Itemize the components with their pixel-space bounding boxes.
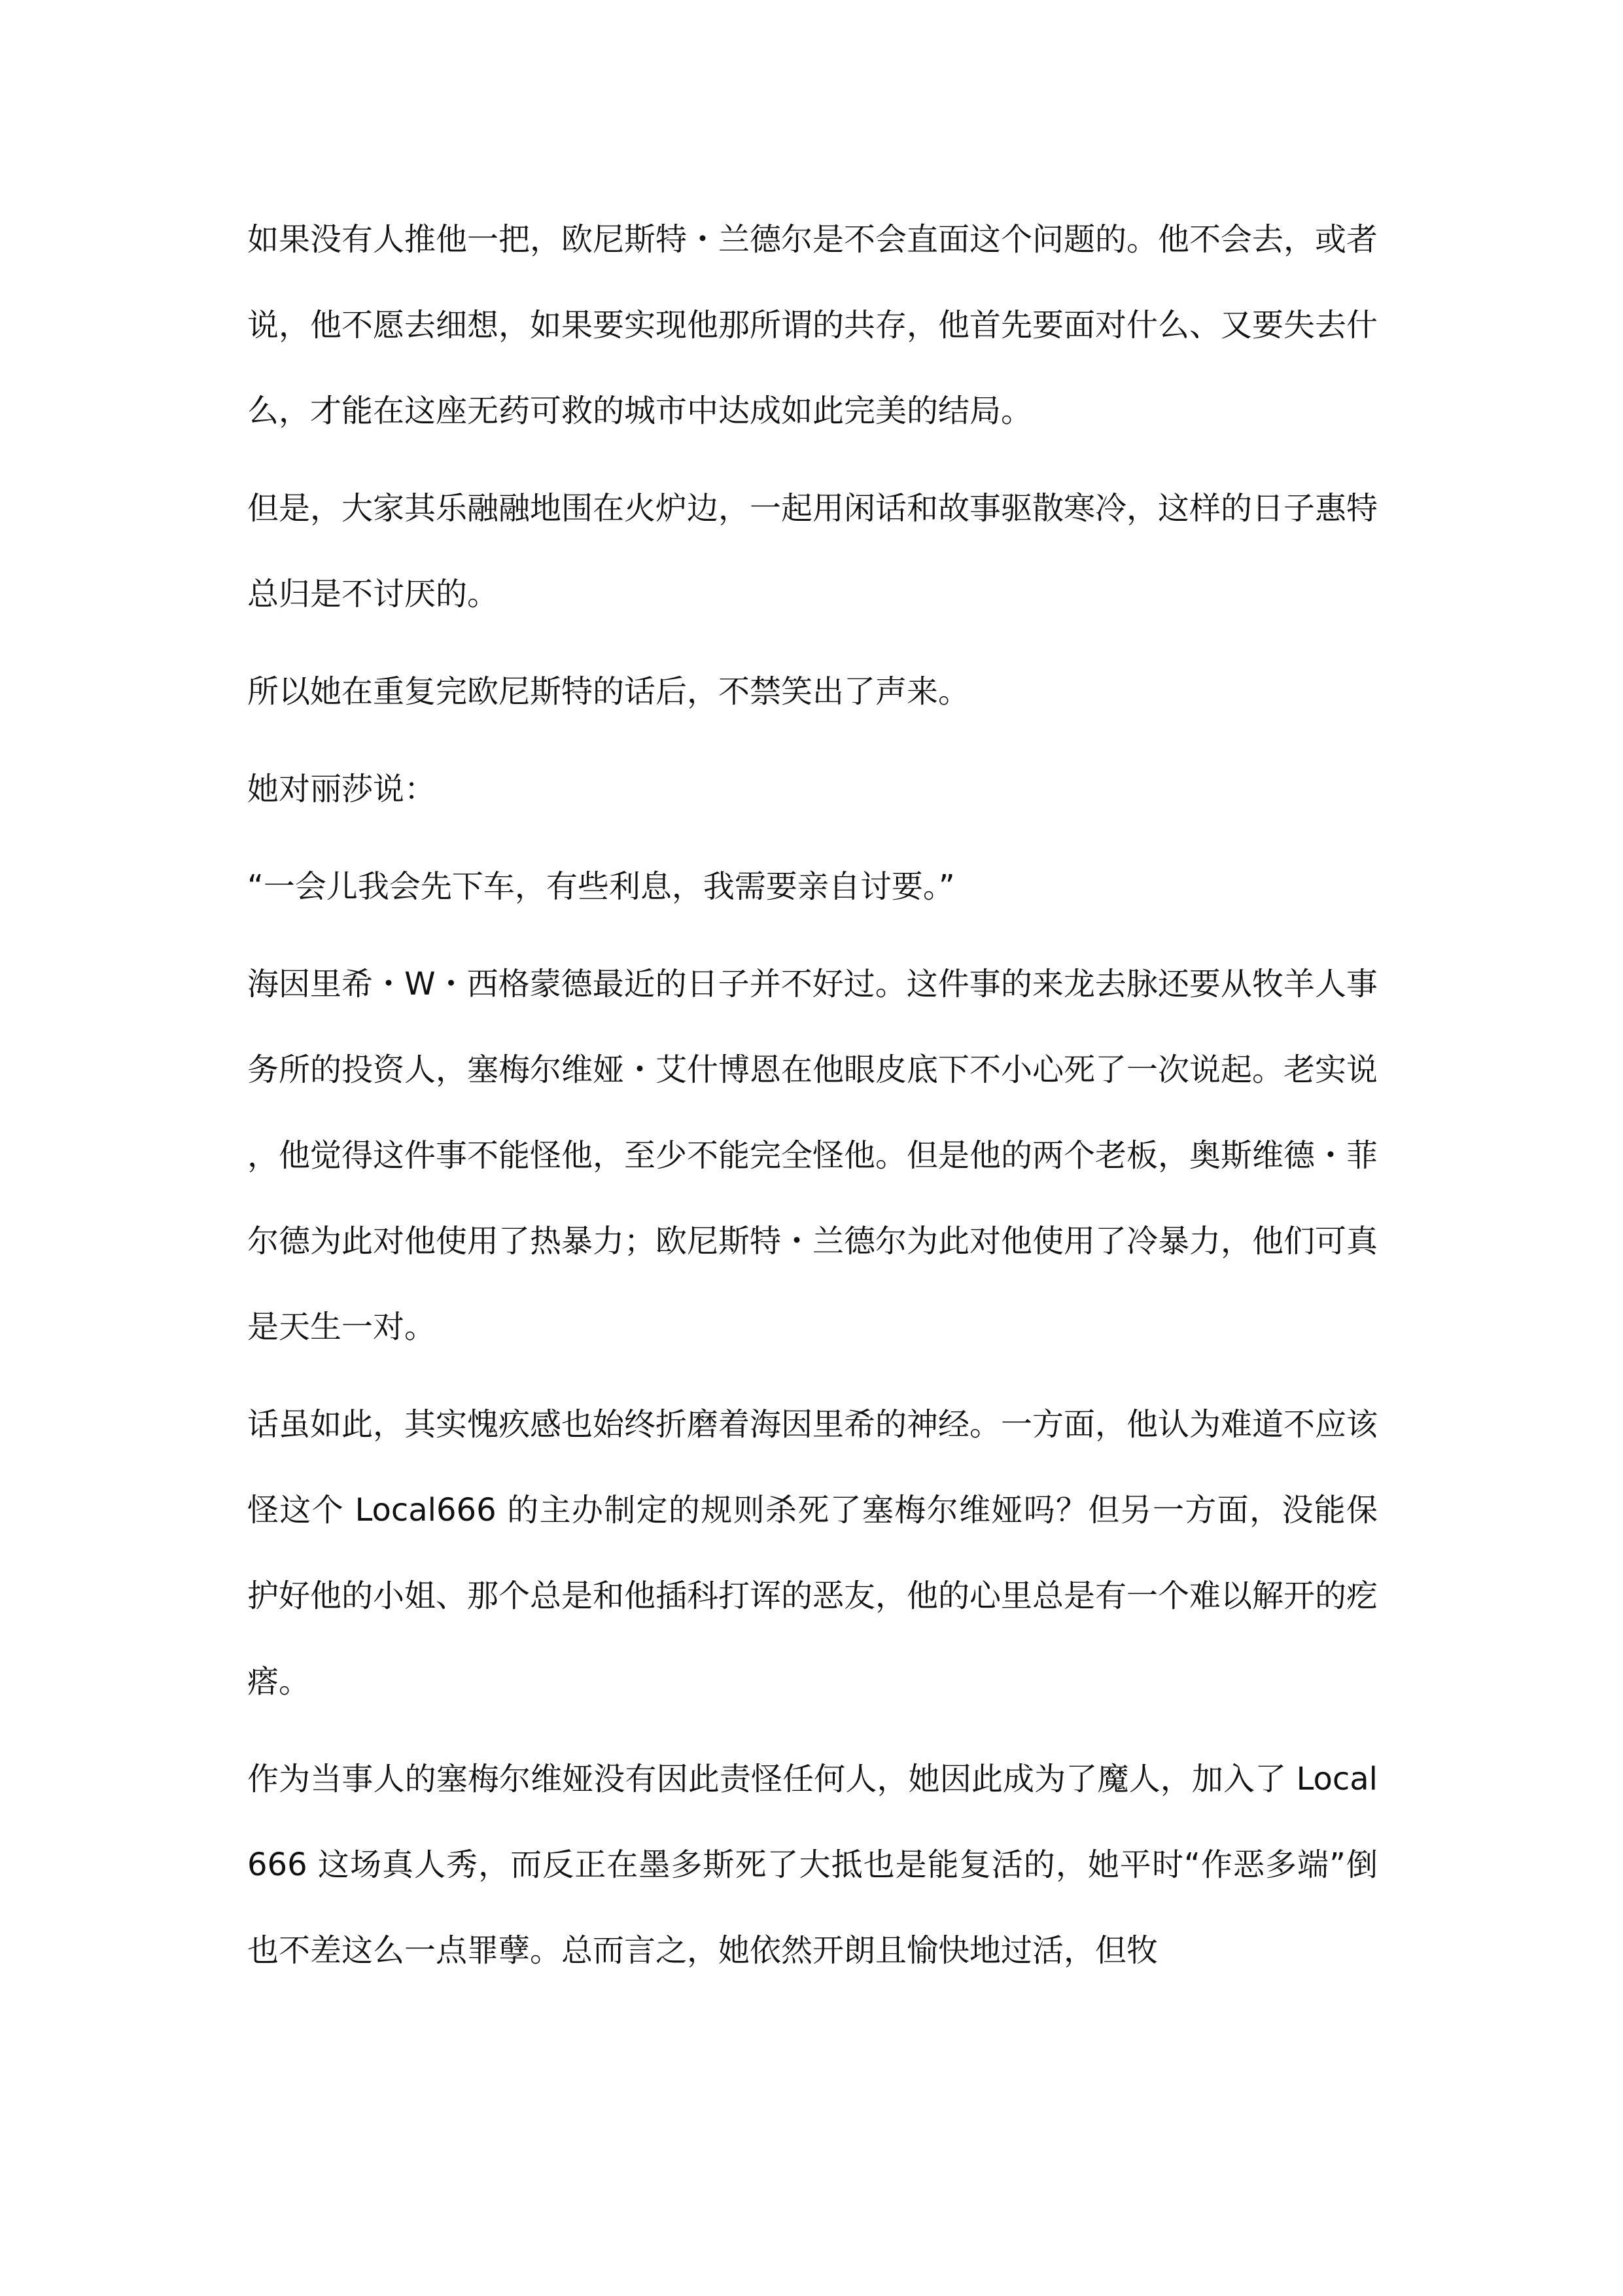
document-body bbox=[247, 197, 1378, 2005]
paragraph-5-quote: “一会儿我会先下车，有些利息，我需要亲自讨要。” bbox=[247, 868, 955, 905]
paragraph-2: 但是，大家其乐融融地围在火炉边，一起用闲话和故事驱散寒冷，这样的日子惠特总归是不讨厌的。 bbox=[247, 490, 1378, 612]
paragraph-1: 如果没有人推他一把，欧尼斯特・兰德尔是不会直面这个问题的。他不会去，或者说，他不愿去细想，如果要实现他那所谓的共存，他首先要面对什么、又要失去什么，才能在这座无药可救的城市中达成如此完美的结局。 bbox=[247, 221, 1378, 429]
paragraph-4: 她对丽莎说： bbox=[247, 771, 436, 807]
paragraph-6: 海因里希・W・西格蒙德最近的日子并不好过。这件事的来龙去脉还要从牧羊人事务所的投资人，塞梅尔维娅・艾什博恩在他眼皮底下不小心死了一次说起。老实说，他觉得这件事不能怪他，至少不能完全怪他。但是他的两个老板，奥斯维德・菲尔德为此对他使用了热暴力；欧尼斯特・兰德尔为此对他使用了冷暴力，他们可真是天生一对。 bbox=[247, 966, 1378, 1345]
paragraph-8: 作为当事人的塞梅尔维娅没有因此责怪任何人，她因此成为了魔人，加入了 Local666 这场真人秀，而反正在墨多斯死了大抵也是能复活的，她平时“作恶多端”倒也不差这么一点罪孽。总而言之，她依然开朗且愉快地过活，但牧 bbox=[247, 1761, 1378, 1969]
paragraph-7: 话虽如此，其实愧疚感也始终折磨着海因里希的神经。一方面，他认为难道不应该怪这个 Local666 的主办制定的规则杀死了塞梅尔维娅吗？但另一方面，没能保护好他的小姐、那个总是和他插科打诨的恶友，他的心里总是有一个难以解开的疙瘩。 bbox=[247, 1406, 1378, 1700]
paragraph-3: 所以她在重复完欧尼斯特的话后，不禁笑出了声来。 bbox=[247, 673, 970, 710]
